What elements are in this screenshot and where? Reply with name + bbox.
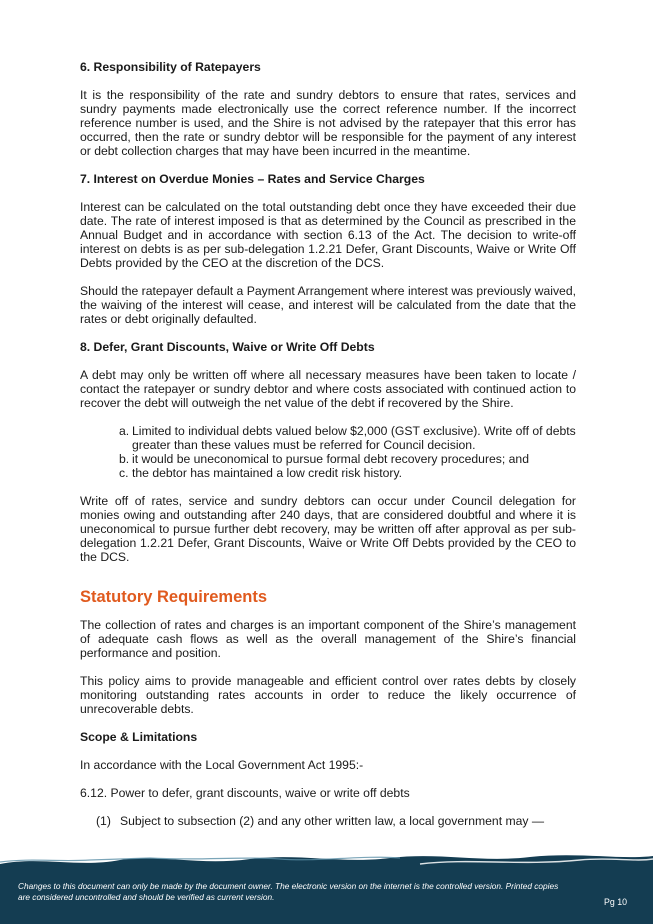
section-6-paragraph: It is the responsibility of the rate and sundry debtors to ensure that rates, services and sundry payments made electronically use the correct reference number. If the incorrect reference number is used, and the Shire is not advised by the ratepayer that this error has occurred, then the rate or sundry debtor will be responsible for the payment of any interest or debt collection charges that may have been incurred in the meantime.: [80, 88, 576, 158]
scope-heading: Scope & Limitations: [80, 730, 198, 744]
section-7-heading: 7. Interest on Overdue Monies – Rates and Service Charges: [80, 172, 425, 186]
section-7-paragraph-1: Interest can be calculated on the total outstanding debt once they have exceeded their due date. The rate of interest imposed is that as determined by the Council as prescribed in the Annual Budget and in accordance with section 6.13 of the Act. The decision to write-off interest on debts is as per sub-delegation 1.2.21 Defer, Grant Discounts, Waive or Write Off Debts provided by the CEO at the discretion of the DCS.: [80, 200, 576, 270]
list-item: [120, 424, 576, 452]
section-8-list: [80, 424, 576, 480]
section-8-paragraph-2: Write off of rates, service and sundry debtors can occur under Council delegation for monies owing and outstanding after 240 days, that are considered doubtful and where it is uneconomical to pursue further debt recovery, may be written off after approval as per sub-delegation 1.2.21 Defer, Grant Discounts, Waive or Write Off Debts provided by the CEO to the DCS.: [80, 494, 576, 564]
page-number: Pg 10: [604, 897, 627, 907]
section-6-heading: 6. Responsibility of Ratepayers: [80, 60, 261, 74]
subsection-number: (1): [96, 814, 111, 828]
list-marker: b.: [119, 452, 130, 466]
list-marker: a.: [119, 424, 130, 438]
page-footer: [0, 850, 653, 924]
footer-disclaimer: Changes to this document can only be made by the document owner. The electronic version on the internet is the controlled version. Printed copies are considered uncontrolled and should be verified as current version.: [18, 881, 559, 902]
list-item: [120, 466, 576, 480]
list-marker: c.: [119, 466, 129, 480]
statutory-paragraph-3: In accordance with the Local Government Act 1995:-: [80, 758, 364, 772]
statutory-paragraph-2: This policy aims to provide manageable and efficient control over rates debts by closely monitoring outstanding rates accounts in order to reduce the likely occurrence of unrecoverable debts.: [80, 674, 576, 716]
section-8-paragraph-1: A debt may only be written off where all necessary measures have been taken to locate / contact the ratepayer or sundry debtor and where costs associated with continued action to recover the debt will outweigh the net value of the debt if recovered by the Shire.: [80, 368, 576, 410]
act-section-heading: 6.12. Power to defer, grant discounts, waive or write off debts: [80, 786, 410, 800]
document-body: [80, 60, 576, 842]
statutory-paragraph-1: The collection of rates and charges is an important component of the Shire’s management of adequate cash flows as well as the overall management of the Shire’s financial performance and position.: [80, 618, 576, 660]
subsection-item: [80, 814, 576, 828]
list-item-text: it would be uneconomical to pursue formal debt recovery procedures; and: [132, 452, 529, 466]
statutory-heading: Statutory Requirements: [80, 588, 268, 606]
subsection-text: Subject to subsection (2) and any other written law, a local government may —: [120, 814, 545, 828]
list-item-text: Limited to individual debts valued below $2,000 (GST exclusive). Write off of debts greater than these values must be referred for Council decision.: [132, 424, 576, 452]
section-7-paragraph-2: Should the ratepayer default a Payment Arrangement where interest was previously waived, the waiving of the interest will cease, and interest will be calculated from the date that the rates or debt originally defaulted.: [80, 284, 576, 326]
list-item-text: the debtor has maintained a low credit risk history.: [132, 466, 403, 480]
list-item: [120, 452, 576, 466]
section-8-heading: 8. Defer, Grant Discounts, Waive or Write Off Debts: [80, 340, 375, 354]
